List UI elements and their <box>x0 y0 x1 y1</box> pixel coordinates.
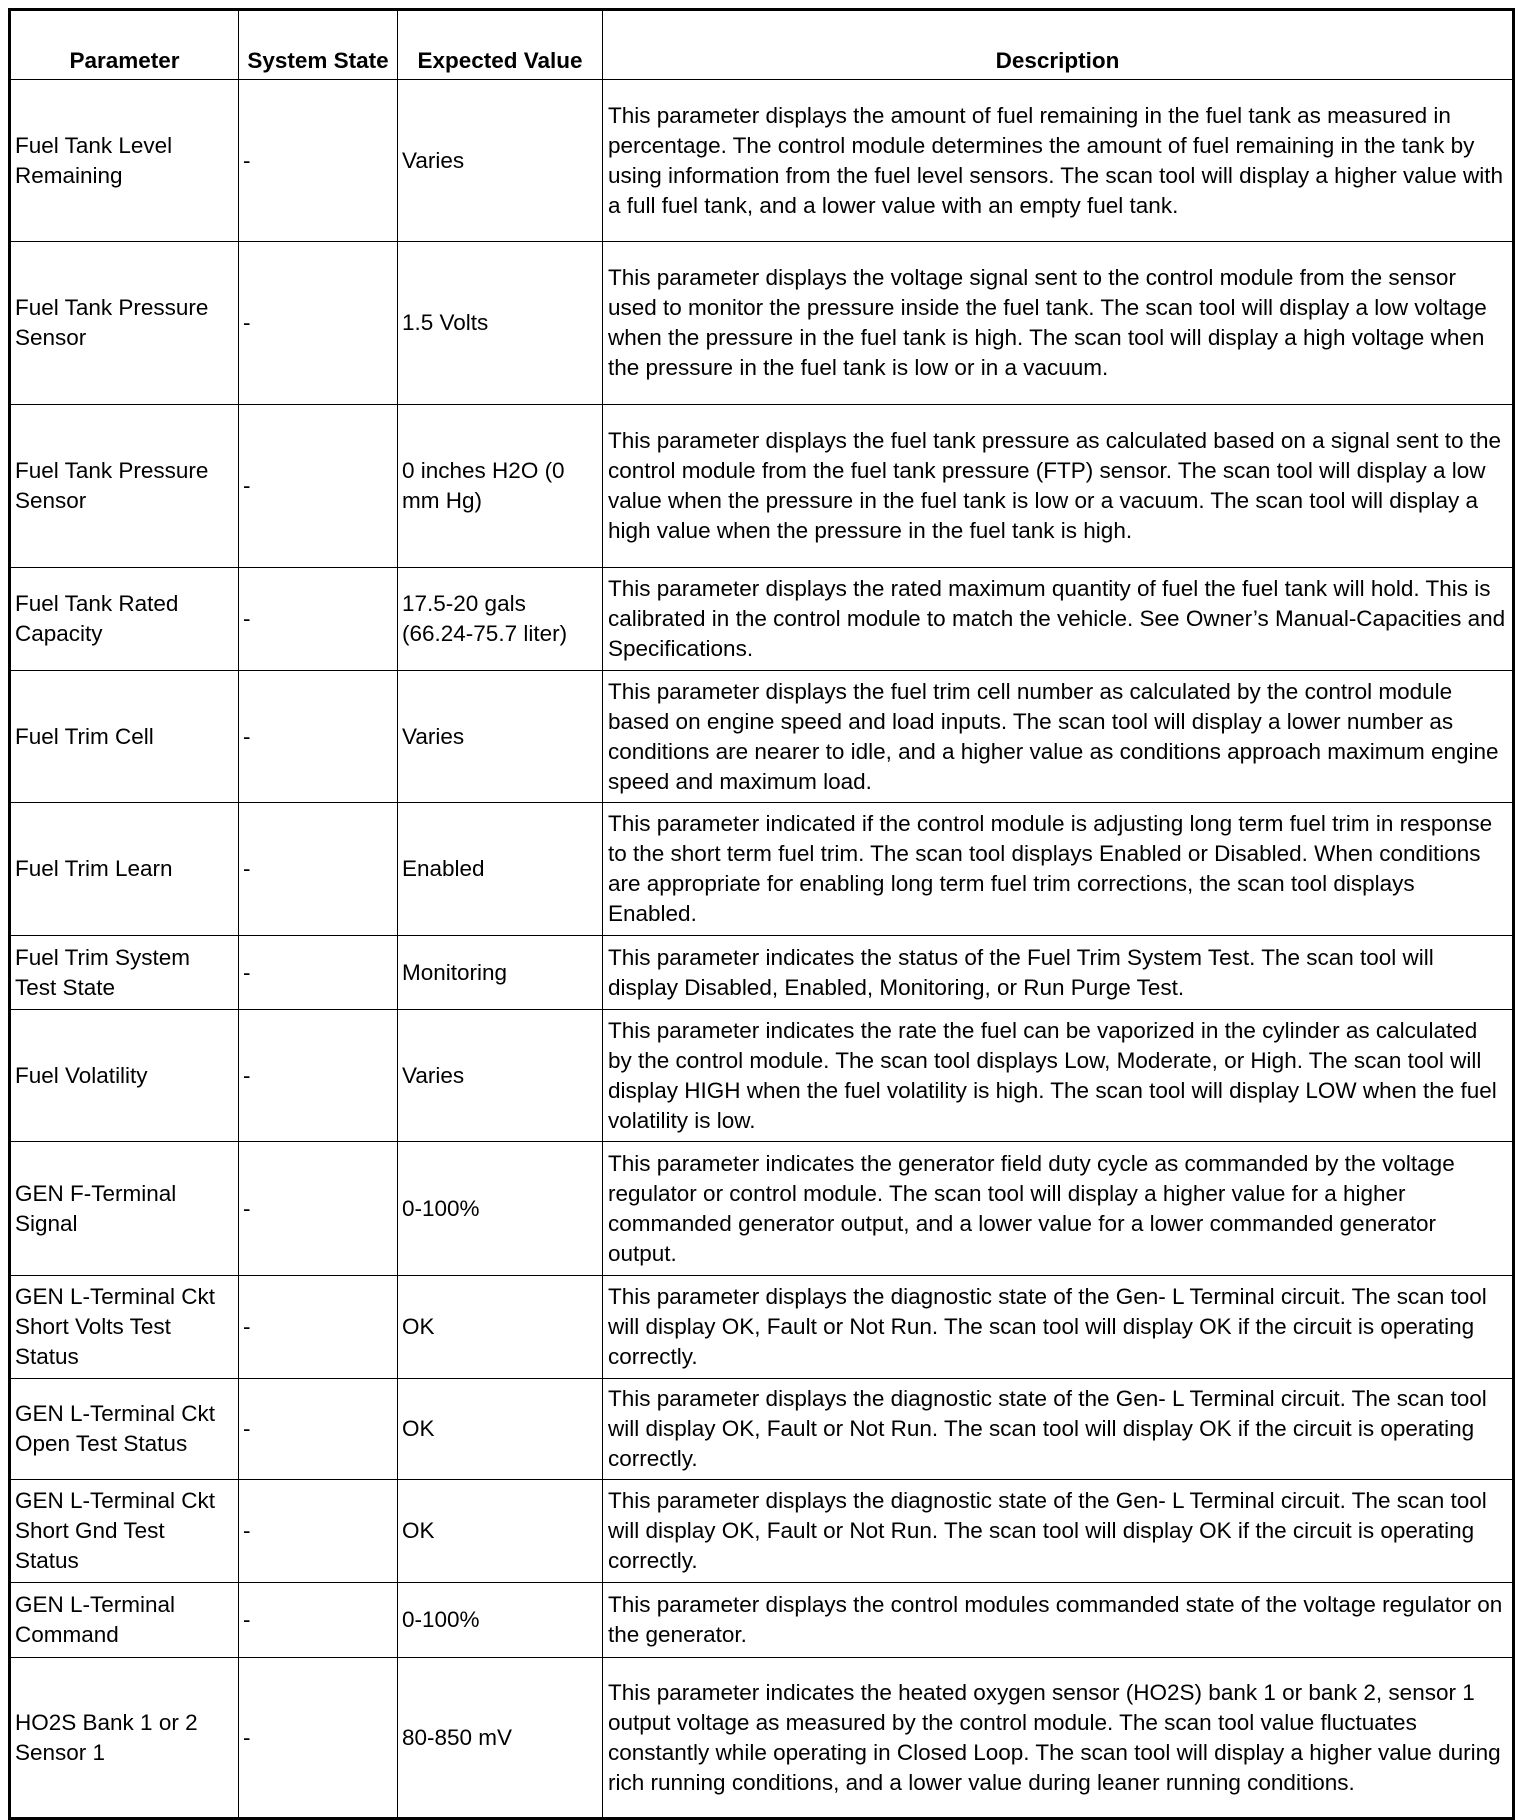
system-state-cell: - <box>239 568 398 671</box>
table-row <box>10 1142 1514 1276</box>
system-state-cell: - <box>239 1142 398 1276</box>
system-state-cell: - <box>239 242 398 405</box>
table-row <box>10 1010 1514 1142</box>
parameter-cell: Fuel Volatility <box>10 1010 239 1142</box>
header-expected-value: Expected Value <box>398 10 603 80</box>
expected-value-cell: 0-100% <box>398 1583 603 1658</box>
description-cell: This parameter indicates the rate the fuel can be vaporized in the cylinder as calculated by the control module. The scan tool displays Low, Moderate, or High. The scan tool will display HIGH when the fuel volatility is high. The scan tool will display LOW when the fuel volatility is low. <box>603 1010 1514 1142</box>
description-cell: This parameter displays the control modules commanded state of the voltage regulator on the generator. <box>603 1583 1514 1658</box>
parameter-cell: Fuel Tank Rated Capacity <box>10 568 239 671</box>
table-row <box>10 936 1514 1010</box>
parameter-cell: GEN L-Terminal Ckt Open Test Status <box>10 1379 239 1480</box>
description-cell: This parameter indicated if the control module is adjusting long term fuel trim in response to the short term fuel trim. The scan tool displays Enabled or Disabled. When conditions are appropriate for enabling long term fuel trim corrections, the scan tool displays Enabled. <box>603 803 1514 936</box>
parameter-cell: Fuel Tank Pressure Sensor <box>10 405 239 568</box>
parameter-cell: GEN L-Terminal Ckt Short Gnd Test Status <box>10 1480 239 1583</box>
table-row <box>10 671 1514 803</box>
parameter-cell: GEN L-Terminal Ckt Short Volts Test Status <box>10 1276 239 1379</box>
table-row <box>10 1379 1514 1480</box>
description-cell: This parameter displays the amount of fuel remaining in the fuel tank as measured in percentage. The control module determines the amount of fuel remaining in the tank by using information from the fuel level sensors. The scan tool will display a higher value with a full fuel tank, and a lower value with an empty fuel tank. <box>603 80 1514 242</box>
system-state-cell: - <box>239 1276 398 1379</box>
expected-value-cell: 80-850 mV <box>398 1658 603 1819</box>
parameter-cell: Fuel Trim Learn <box>10 803 239 936</box>
expected-value-cell: Monitoring <box>398 936 603 1010</box>
system-state-cell: - <box>239 1583 398 1658</box>
expected-value-cell: 0-100% <box>398 1142 603 1276</box>
description-cell: This parameter indicates the heated oxygen sensor (HO2S) bank 1 or bank 2, sensor 1 output voltage as measured by the control module. The scan tool value fluctuates constantly while operating in Closed Loop. The scan tool will display a higher value during rich running conditions, and a lower value during leaner running conditions. <box>603 1658 1514 1819</box>
expected-value-cell: Varies <box>398 671 603 803</box>
expected-value-cell: OK <box>398 1379 603 1480</box>
parameter-cell: Fuel Tank Level Remaining <box>10 80 239 242</box>
system-state-cell: - <box>239 1379 398 1480</box>
table-row <box>10 1583 1514 1658</box>
expected-value-cell: 0 inches H2O (0 mm Hg) <box>398 405 603 568</box>
system-state-cell: - <box>239 671 398 803</box>
parameter-cell: GEN L-Terminal Command <box>10 1583 239 1658</box>
system-state-cell: - <box>239 1480 398 1583</box>
description-cell: This parameter displays the diagnostic state of the Gen- L Terminal circuit. The scan tool will display OK, Fault or Not Run. The scan tool will display OK if the circuit is operating correctly. <box>603 1480 1514 1583</box>
table-row <box>10 405 1514 568</box>
system-state-cell: - <box>239 1658 398 1819</box>
table-row <box>10 1480 1514 1583</box>
description-cell: This parameter indicates the generator field duty cycle as commanded by the voltage regulator or control module. The scan tool will display a higher value for a higher commanded generator output, and a lower value for a lower commanded generator output. <box>603 1142 1514 1276</box>
parameter-cell: GEN F-Terminal Signal <box>10 1142 239 1276</box>
table-row <box>10 568 1514 671</box>
expected-value-cell: 1.5 Volts <box>398 242 603 405</box>
description-cell: This parameter displays the fuel trim cell number as calculated by the control module based on engine speed and load inputs. The scan tool will display a lower number as conditions are nearer to idle, and a higher value as conditions approach maximum engine speed and maximum load. <box>603 671 1514 803</box>
system-state-cell: - <box>239 405 398 568</box>
parameter-table <box>8 8 1515 1820</box>
header-description: Description <box>603 10 1514 80</box>
expected-value-cell: OK <box>398 1276 603 1379</box>
description-cell: This parameter displays the diagnostic state of the Gen- L Terminal circuit. The scan tool will display OK, Fault or Not Run. The scan tool will display OK if the circuit is operating correctly. <box>603 1379 1514 1480</box>
description-cell: This parameter displays the voltage signal sent to the control module from the sensor used to monitor the pressure inside the fuel tank. The scan tool will display a low voltage when the pressure in the fuel tank is high. The scan tool will display a high voltage when the pressure in the fuel tank is low or in a vacuum. <box>603 242 1514 405</box>
table-row <box>10 1658 1514 1819</box>
expected-value-cell: OK <box>398 1480 603 1583</box>
parameter-cell: Fuel Trim System Test State <box>10 936 239 1010</box>
header-row <box>10 10 1514 80</box>
parameter-cell: Fuel Tank Pressure Sensor <box>10 242 239 405</box>
table-row <box>10 80 1514 242</box>
description-cell: This parameter displays the rated maximum quantity of fuel the fuel tank will hold. This is calibrated in the control module to match the vehicle. See Owner’s Manual-Capacities and Specifications. <box>603 568 1514 671</box>
table-row <box>10 803 1514 936</box>
parameter-cell: Fuel Trim Cell <box>10 671 239 803</box>
expected-value-cell: Varies <box>398 80 603 242</box>
system-state-cell: - <box>239 80 398 242</box>
header-parameter: Parameter <box>10 10 239 80</box>
parameter-cell: HO2S Bank 1 or 2 Sensor 1 <box>10 1658 239 1819</box>
table-row <box>10 1276 1514 1379</box>
expected-value-cell: Enabled <box>398 803 603 936</box>
description-cell: This parameter indicates the status of the Fuel Trim System Test. The scan tool will display Disabled, Enabled, Monitoring, or Run Purge Test. <box>603 936 1514 1010</box>
description-cell: This parameter displays the fuel tank pressure as calculated based on a signal sent to the control module from the fuel tank pressure (FTP) sensor. The scan tool will display a low value when the pressure in the fuel tank is low or a vacuum. The scan tool will display a high value when the pressure in the fuel tank is high. <box>603 405 1514 568</box>
system-state-cell: - <box>239 1010 398 1142</box>
expected-value-cell: Varies <box>398 1010 603 1142</box>
system-state-cell: - <box>239 803 398 936</box>
header-system-state: System State <box>239 10 398 80</box>
description-cell: This parameter displays the diagnostic state of the Gen- L Terminal circuit. The scan tool will display OK, Fault or Not Run. The scan tool will display OK if the circuit is operating correctly. <box>603 1276 1514 1379</box>
system-state-cell: - <box>239 936 398 1010</box>
expected-value-cell: 17.5-20 gals (66.24-75.7 liter) <box>398 568 603 671</box>
table-row <box>10 242 1514 405</box>
